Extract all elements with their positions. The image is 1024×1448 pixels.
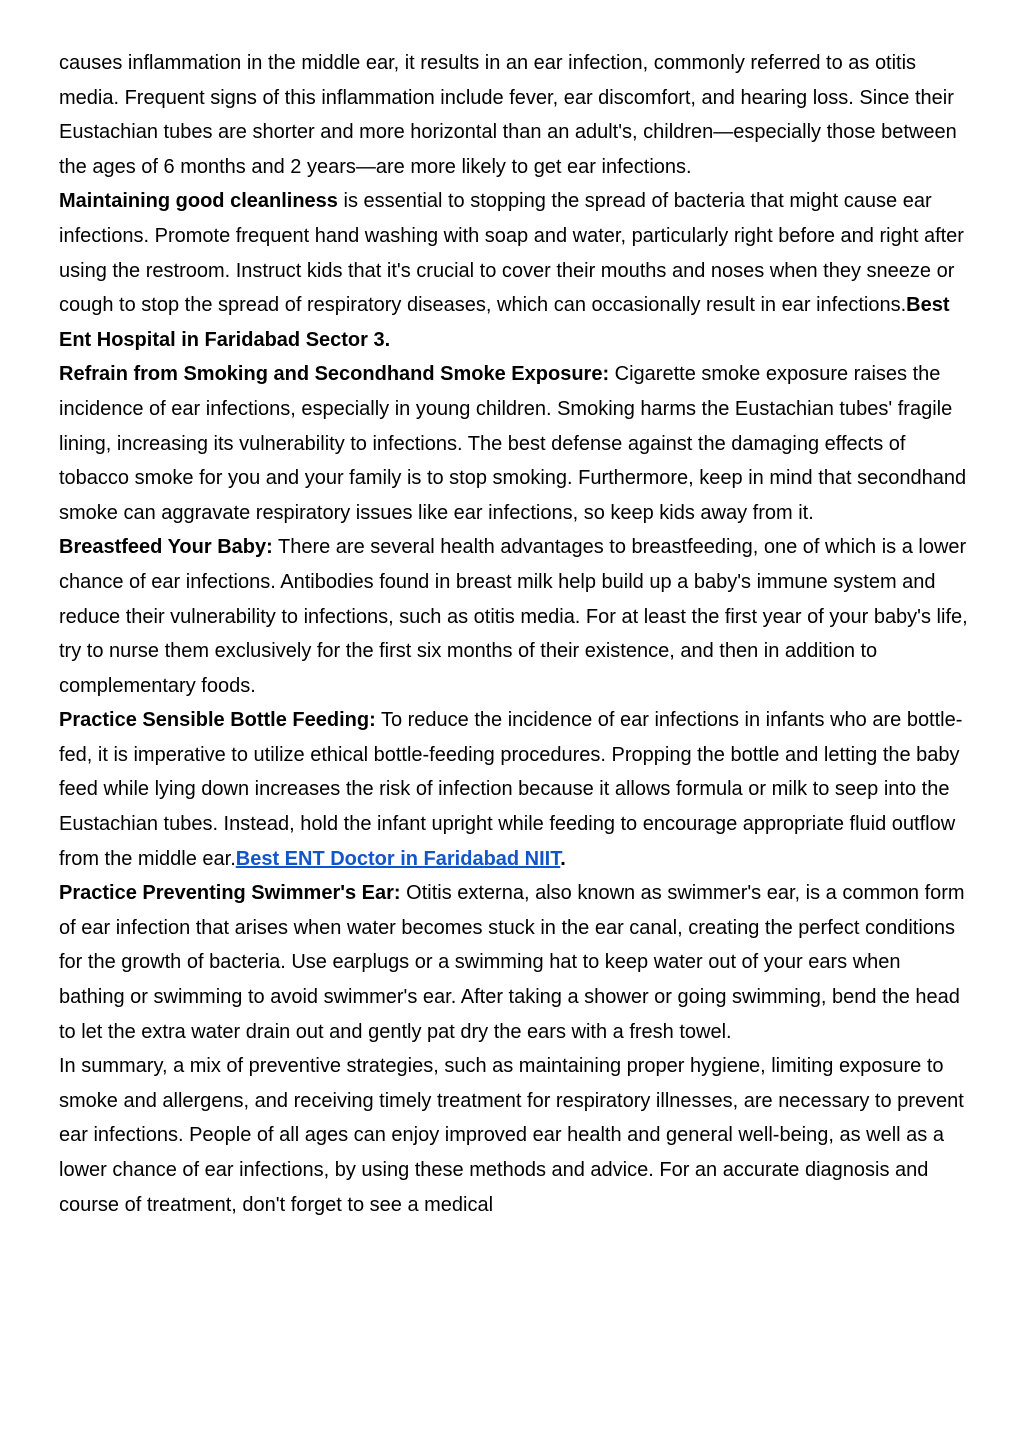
paragraph-text: There are several health advantages to breastfeeding, one of which is a lower chance of ear infections. Antibodies found in breast milk help build up a baby's immune system and reduce their vulnerability to infections, such as otitis media. For at least the first year of your baby's life, try to nurse them exclusively for the first six months of their existence, and then in addition to complementary foods. [59,536,968,697]
paragraph-cleanliness [59,184,971,357]
paragraph-summary [59,1049,971,1222]
heading-refrain-smoking: Refrain from Smoking and Secondhand Smoke Exposure: [59,363,610,386]
paragraph-text: causes inflammation in the middle ear, it results in an ear infection, commonly referred to as otitis media. Frequent signs of this inflammation include fever, ear discomfort, and hearing loss. Since their Eustachian tubes are shorter and more horizontal than an adult's, children—especially those between the ages of 6 months and 2 years—are more likely to get ear infections. [59,52,957,178]
paragraph-bottle-feeding [59,703,971,876]
ent-doctor-link[interactable]: Best ENT Doctor in Faridabad NIIT [235,847,561,870]
paragraph-breastfeed [59,530,971,703]
heading-bottle-feeding: Practice Sensible Bottle Feeding: [59,709,376,732]
paragraph-ear-infection-intro [59,46,971,184]
heading-breastfeed: Breastfeed Your Baby: [59,536,273,559]
hospital-mention: Best Ent Hospital in Faridabad Sector 3. [59,294,950,351]
paragraph-text: Cigarette smoke exposure raises the incidence of ear infections, especially in young children. Smoking harms the Eustachian tubes' fragile lining, increasing its vulnerability to infections. The best defense against the damaging effects of tobacco smoke for you and your family is to stop smoking. Furthermore, keep in mind that secondhand smoke can aggravate respiratory issues like ear infections, so keep kids away from it. [59,363,967,524]
paragraph-swimmers-ear [59,876,971,1049]
paragraph-text: To reduce the incidence of ear infections in infants who are bottle-fed, it is imperative to utilize ethical bottle-feeding procedures. Propping the bottle and letting the baby feed while lying down increases the risk of infection because it allows formula or milk to seep into the Eustachian tubes. Instead, hold the infant upright while feeding to encourage appropriate fluid outflow from the middle ear. [59,709,963,870]
link-period: . [560,847,566,870]
paragraph-text: is essential to stopping the spread of bacteria that might cause ear infections. Promote frequent hand washing with soap and water, particularly right before and right after using the restroom. Instruct kids that it's crucial to cover their mouths and noses when they sneeze or cough to stop the spread of respiratory diseases, which can occasionally result in ear infections. [59,190,964,317]
paragraph-smoking [59,357,971,530]
paragraph-text: Otitis externa, also known as swimmer's ear, is a common form of ear infection that arises when water becomes stuck in the ear canal, creating the perfect conditions for the growth of bacteria. Use earplugs or a swimming hat to keep water out of your ears when bathing or swimming to avoid swimmer's ear. After taking a shower or going swimming, bend the head to let the extra water drain out and gently pat dry the ears with a fresh towel. [59,882,965,1043]
heading-maintaining-cleanliness: Maintaining good cleanliness [59,190,338,213]
heading-swimmers-ear: Practice Preventing Swimmer's Ear: [59,882,401,905]
paragraph-text: In summary, a mix of preventive strategies, such as maintaining proper hygiene, limiting exposure to smoke and allergens, and receiving timely treatment for respiratory illnesses, are necessary to prevent ear infections. People of all ages can enjoy improved ear health and general well-being, as well as a lower chance of ear infections, by using these methods and advice. For an accurate diagnosis and course of treatment, don't forget to see a medical [59,1055,964,1216]
document-page [59,46,971,1222]
